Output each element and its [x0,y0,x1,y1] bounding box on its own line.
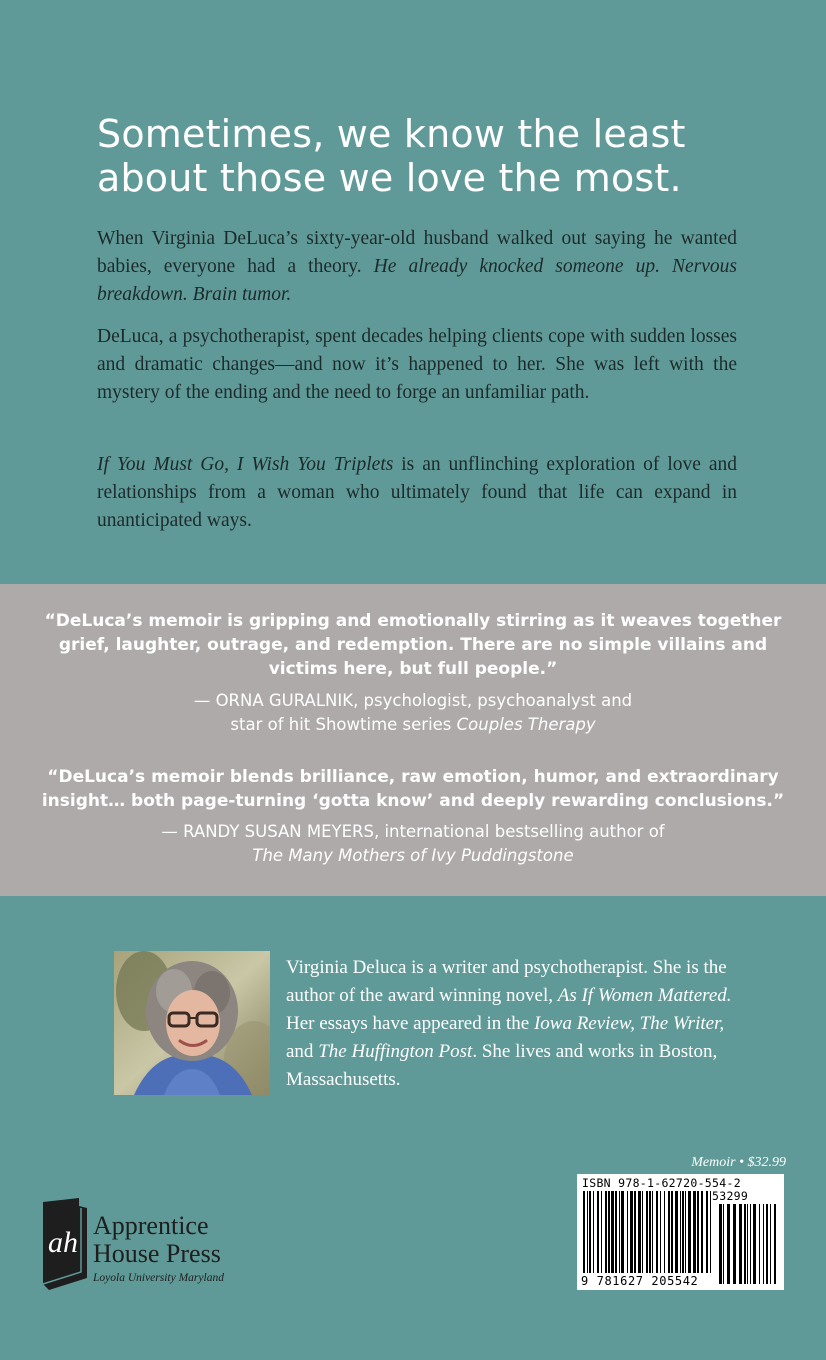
headline-line-2: about those we love the most. [97,156,682,200]
barcode-bar [649,1191,651,1273]
publisher-name [93,1212,221,1268]
author-photo [114,951,270,1095]
bio-publications-2: The Huffington Post [318,1041,473,1062]
attribution-2-line-1: — RANDY SUSAN MEYERS, international bestselling author of [161,822,665,841]
blurb-paragraph-3 [97,451,737,535]
barcode-digits: 9 781627 205542 [581,1274,699,1288]
barcode-bar [668,1191,670,1273]
barcode-bar [701,1191,703,1273]
addon-bar [759,1204,760,1284]
barcode-bar [634,1191,636,1273]
addon-bar [770,1204,771,1284]
barcode-bar [630,1191,633,1273]
bio-novel-title: As If Women Mattered. [557,985,732,1006]
endorsement-quote-1: “DeLuca’s memoir is gripping and emotionally stirring as it weaves together grief, laughter, outrage, and redemption. There are no simple villains and victims here, but full people.” [44,611,782,679]
barcode-addon-number: 53299 [712,1189,749,1203]
addon-bar [766,1204,768,1284]
barcode-bar [627,1191,628,1273]
bio-publications-1: Iowa Review, The Writer, [533,1013,725,1034]
publisher-name-line-2: House Press [93,1239,221,1268]
barcode-bar [597,1191,599,1273]
barcode-bar [593,1191,594,1273]
author-bio [286,954,756,1094]
book-monogram-icon [41,1198,93,1292]
headline-line-1: Sometimes, we know the least [97,112,686,156]
attribution-1-line-1: — ORNA GURALNIK, psychologist, psychoanalyst and [193,691,633,710]
publisher-subtitle: Loyola University Maryland [93,1272,224,1284]
addon-bar [739,1204,742,1284]
barcode-bar [671,1191,673,1273]
publisher-name-line-1: Apprentice [93,1211,209,1240]
isbn-label: ISBN 978-1-62720-554-2 [582,1176,741,1190]
addon-bar [727,1204,730,1284]
book-title: If You Must Go, I Wish You Triplets [97,454,394,475]
bio-part-1: Virginia Deluca is a writer and psychotherapist. She is the author of the award winning novel, [286,957,727,1006]
headline [97,112,737,200]
barcode-bar [583,1191,585,1273]
barcode-bar [652,1191,653,1273]
barcode-bar [601,1191,602,1273]
barcode-bar [608,1191,610,1273]
logo-monogram-text: ah [48,1226,78,1259]
addon-bar [733,1204,736,1284]
barcode-bar [675,1191,678,1273]
barcode-bar [685,1191,686,1273]
barcode-bar [682,1191,684,1273]
addon-bar [747,1204,748,1284]
barcode-bar [646,1191,648,1273]
barcode-bar [660,1191,661,1273]
blurb-p3-text: is an unflinching exploration of love and relationships from a woman who ultimately found that life can expand in unanticipated ways. [97,454,737,531]
genre-price: Memoir • $32.99 [691,1155,786,1170]
author-portrait-image [114,951,270,1095]
addon-bar [774,1204,776,1284]
blurb-paragraph-2: DeLuca, a psychotherapist, spent decades helping clients cope with sudden losses and dramatic changes—and now it’s happened to her. She was left with the mystery of the ending and the need to forge an unfamiliar path. [97,326,737,403]
barcode-bar [615,1191,617,1273]
bio-part-4: . She lives and works in Boston, Massachusetts. [286,1041,718,1090]
barcode-bar [605,1191,607,1273]
barcode-bar [638,1191,641,1273]
addon-bar [750,1204,751,1284]
barcode-bar [589,1191,591,1273]
barcode-bar [611,1191,614,1273]
addon-bar [723,1204,724,1284]
bio-part-2: Her essays have appeared in the [286,1013,534,1034]
addon-bar [753,1204,756,1284]
barcode-bar [664,1191,665,1273]
addon-bar [744,1204,746,1284]
barcode-bar [621,1191,624,1273]
attribution-1-line-2: star of hit Showtime series [230,715,457,734]
barcode-bar [587,1191,588,1273]
barcode-bar [693,1191,696,1273]
barcode-bar [680,1191,681,1273]
attribution-2-book-title: The Many Mothers of Ivy Puddingstone [252,846,574,865]
blurb-paragraph-1 [97,225,737,309]
blurb-p1-text: When Virginia DeLuca’s sixty-year-old husband walked out saying he wanted babies, everyone had a theory. [97,228,737,277]
endorsement-quote-2: “DeLuca’s memoir blends brilliance, raw emotion, humor, and extraordinary insight… both page-turning ‘gotta know’ and deeply rewarding conclusions.” [41,767,785,811]
blurb-p1-italic: He already knocked someone up. Nervous breakdown. Brain tumor. [97,256,737,305]
endorsement-attribution-1 [40,689,786,737]
barcode-bars [577,1174,784,1290]
barcode-bar [710,1191,711,1273]
barcode-bar [706,1191,708,1273]
barcode-bar [688,1191,691,1273]
barcode-bar [656,1191,658,1273]
barcode-bar [642,1191,643,1273]
bio-part-3: and [286,1041,319,1062]
attribution-1-show-title: Couples Therapy [456,715,596,734]
barcode-bar [619,1191,620,1273]
addon-bar [719,1204,722,1284]
barcode-bar [697,1191,699,1273]
addon-bar [763,1204,764,1284]
endorsement-attribution-2 [40,820,786,868]
isbn-barcode [577,1174,784,1290]
